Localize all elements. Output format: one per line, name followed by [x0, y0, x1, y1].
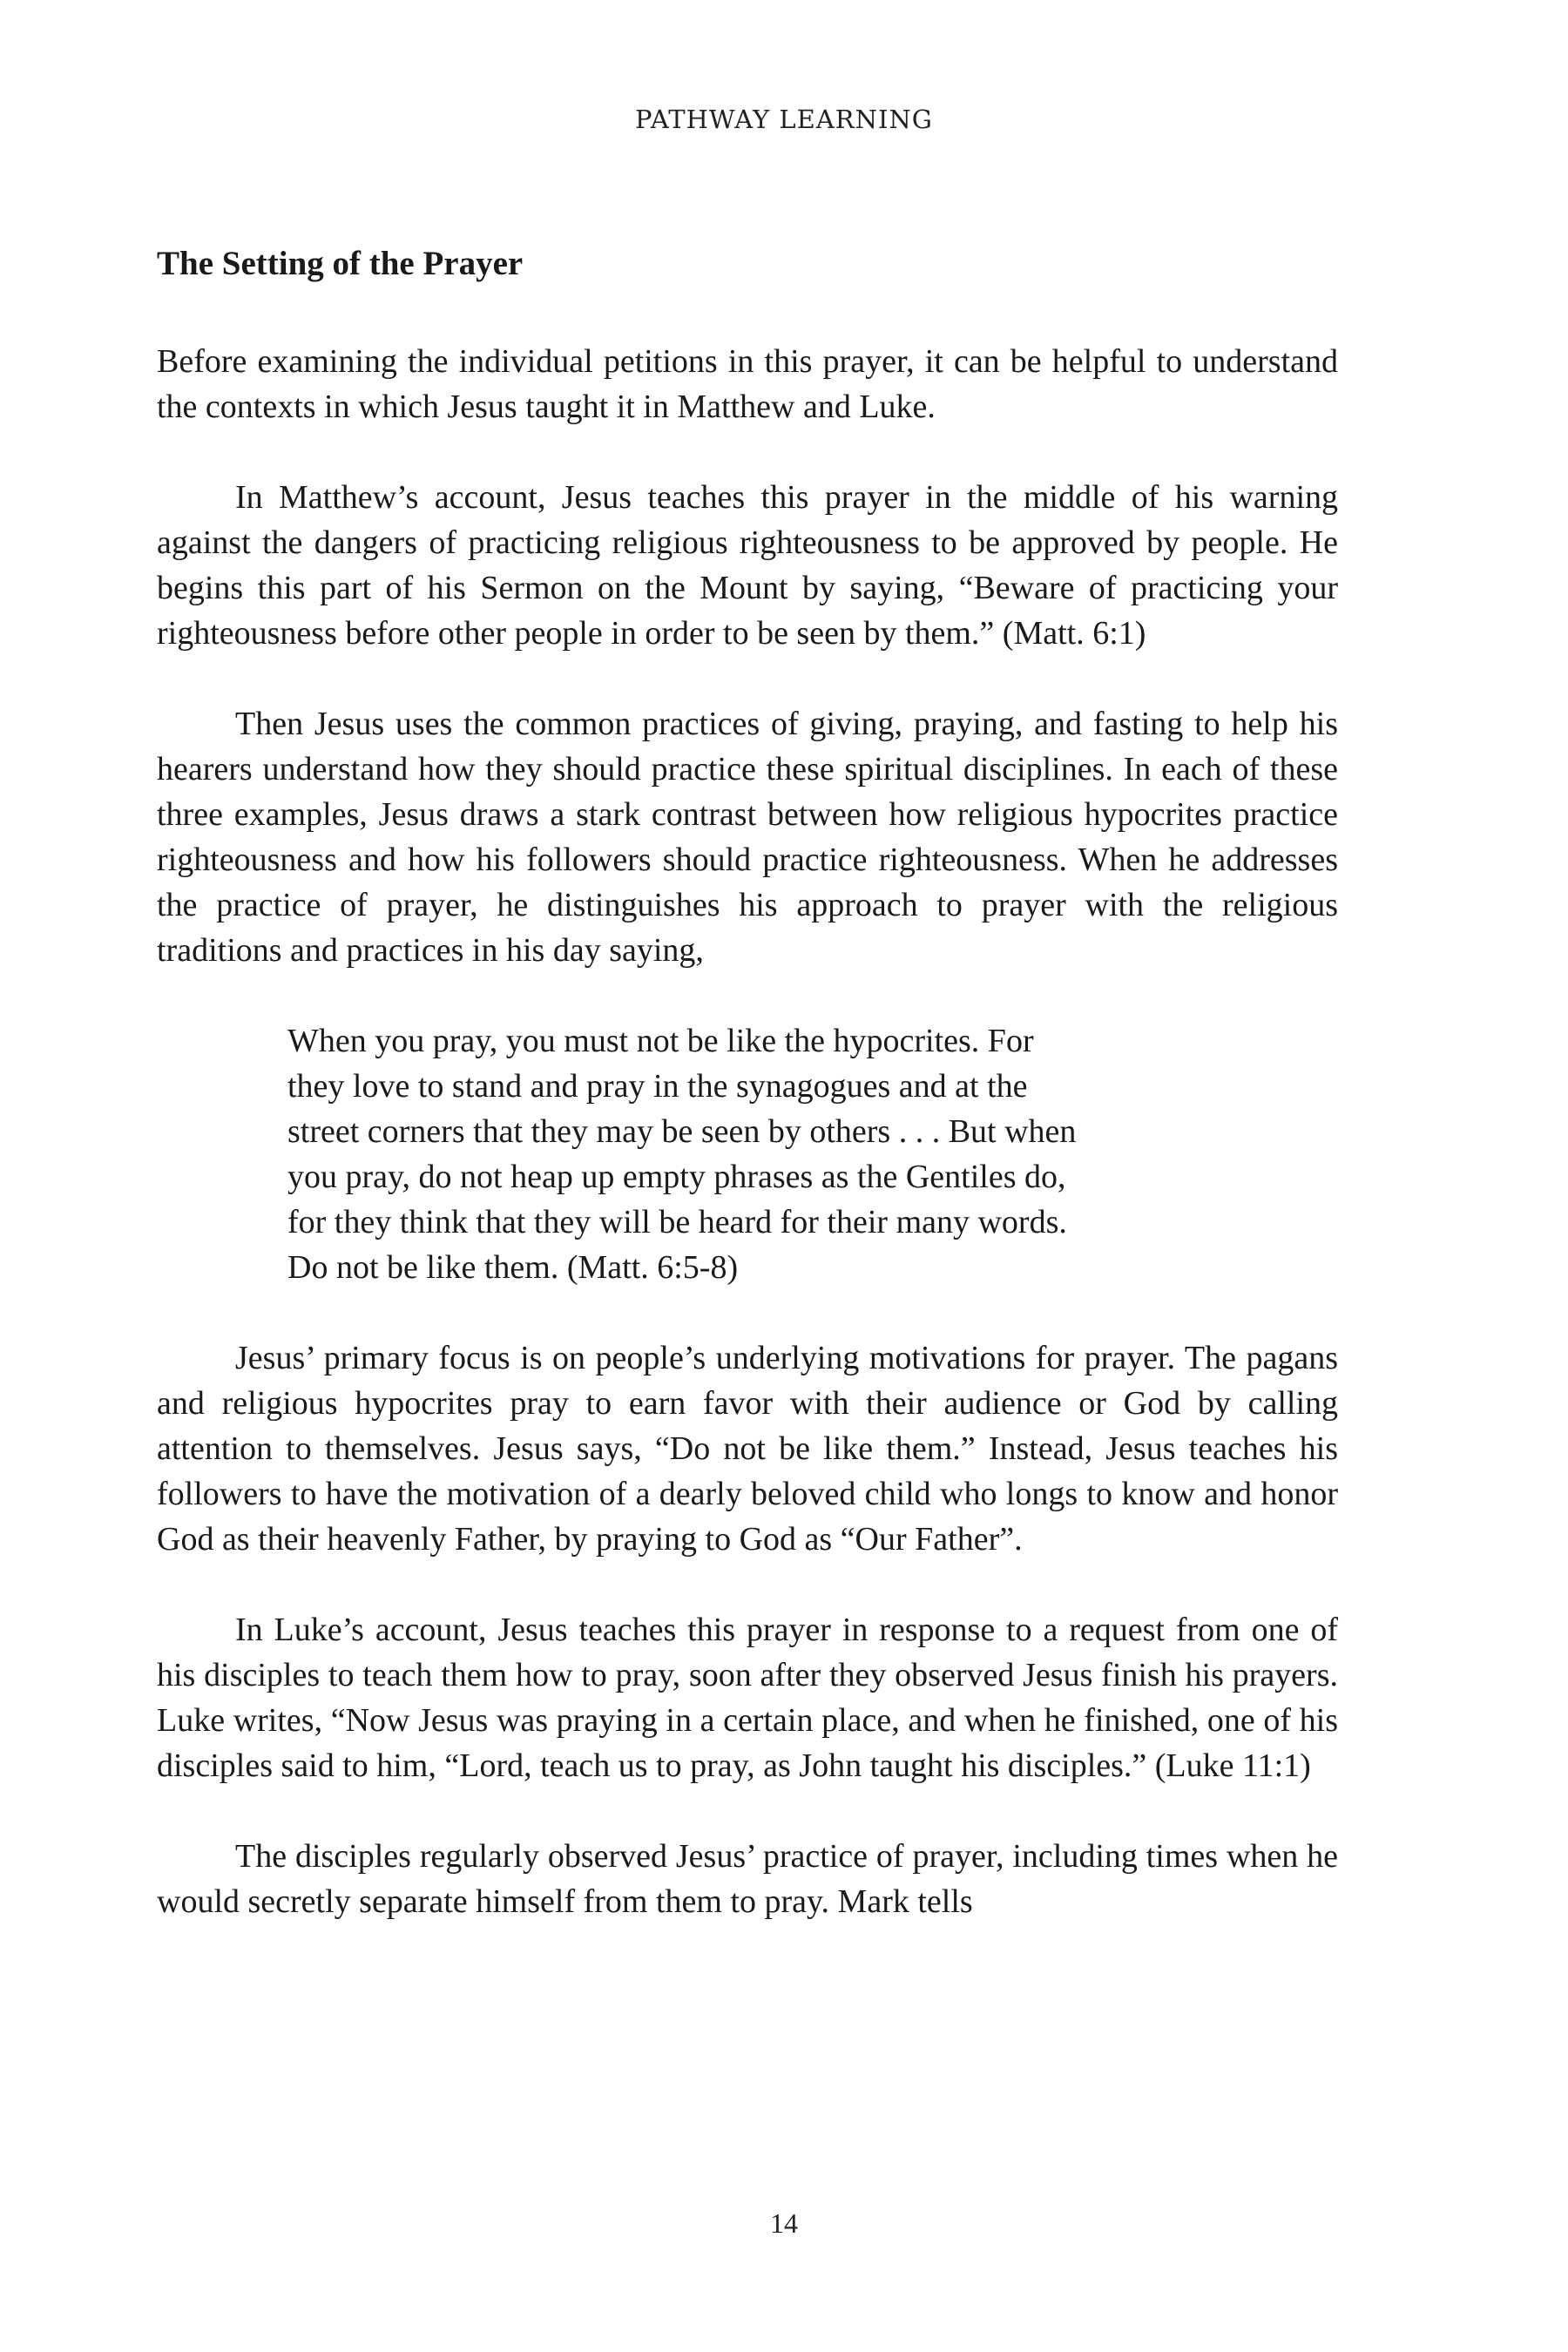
blockquote-line: When you pray, you must not be like the hypocrites. For: [287, 1023, 1034, 1059]
blockquote-line: they love to stand and pray in the synagogues and at the: [287, 1068, 1028, 1105]
paragraph-motivations: Jesus’ primary focus is on people’s underlying motivations for prayer. The pagans and religious hypocrites pray to earn favor with their audience or God by calling attention to themselves. Jesus says, “Do not be like them.” Instead, Jesus teaches his followers to have the motivation of a dearly beloved child who longs to know and honor God as their heavenly Father, by praying to God as “Our Father”.: [157, 1340, 1338, 1558]
blockquote-line: for they think that they will be heard for their many words.: [287, 1204, 1067, 1240]
page-body: [157, 244, 1338, 1970]
blockquote-line: Do not be like them. (Matt. 6:5-8): [287, 1249, 739, 1286]
paragraph-luke-account: In Luke’s account, Jesus teaches this prayer in response to a request from one of his disciples to teach them how to pray, soon after they observed Jesus finish his prayers. Luke writes, “Now Jesus was praying in a certain place, and when he finished, one of his disciples said to him, “Lord, teach us to pray, as John taught his disciples.” (Luke 11:1): [157, 1612, 1338, 1784]
paragraph-practices: Then Jesus uses the common practices of giving, praying, and fasting to help his hearers understand how they should practice these spiritual disciplines. In each of these three examples, Jesus draws a stark contrast between how religious hypocrites practice righteousness and how his followers should practice righteousness. When he addresses the practice of prayer, he distinguishes his approach to prayer with the religious traditions and practices in his day saying,: [157, 706, 1338, 969]
paragraph-disciples-observed: The disciples regularly observed Jesus’ practice of prayer, including times when he would secretly separate himself from them to pray. Mark tells: [157, 1838, 1338, 1920]
running-head: PATHWAY LEARNING: [635, 105, 933, 134]
page-number: 14: [770, 2207, 798, 2239]
blockquote-line: street corners that they may be seen by others . . . But when: [287, 1113, 1077, 1150]
paragraph-intro: Before examining the individual petitions in this prayer, it can be helpful to understand the contexts in which Jesus taught it in Matthew and Luke.: [157, 343, 1338, 425]
scripture-blockquote: [157, 1018, 1338, 1290]
paragraph-matthew-account: In Matthew’s account, Jesus teaches this prayer in the middle of his warning against the dangers of practicing religious righteousness to be approved by people. He begins this part of his Sermon on the Mount by saying, “Beware of practicing your righteousness before other people in order to be seen by them.” (Matt. 6:1): [157, 479, 1338, 652]
section-heading: The Setting of the Prayer: [157, 245, 524, 282]
blockquote-line: you pray, do not heap up empty phrases as the Gentiles do,: [287, 1159, 1066, 1195]
